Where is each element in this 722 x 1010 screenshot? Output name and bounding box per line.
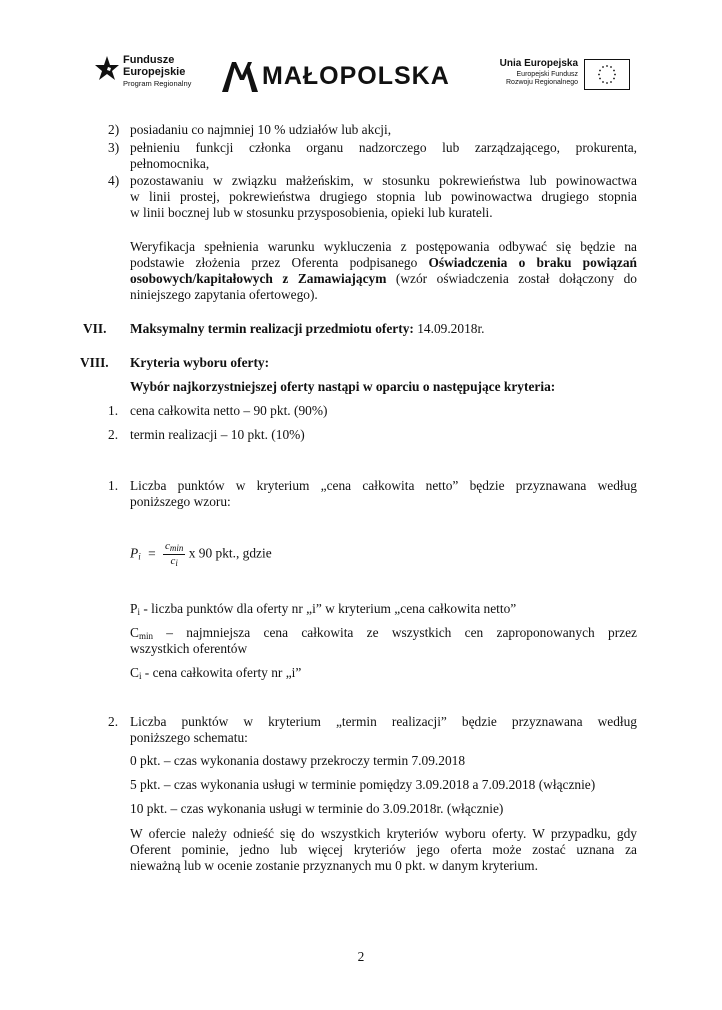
unia-europejska-logo [470, 52, 630, 98]
price-formula [130, 540, 272, 570]
criterion-1-number: 1. [108, 403, 119, 418]
definition-pi [130, 601, 516, 620]
verification-line3-b: (wzór oświadczenia został dołączony do [386, 271, 637, 286]
section-7-number: VII. [83, 321, 107, 336]
term-score-10: 10 pkt. – czas wykonania usługi w terminie do 3.09.2018r. (włącznie) [130, 801, 504, 816]
formula-p: P [130, 545, 139, 561]
price-criterion-number: 1. [108, 478, 119, 493]
def1-text: - liczba punktów dla oferty nr „i” w kryterium „cena całkowita netto” [139, 601, 517, 616]
page-number: 2 [357, 949, 365, 964]
def2-text: – najmniejsza cena całkowita ze wszystkich cen zaproponowanych przez [152, 625, 637, 640]
item-4-text-line1: pozostawaniu w związku małżeńskim, w stosunku pokrewieństwa lub powinowactwa [130, 173, 637, 188]
formula-fraction [163, 540, 185, 569]
verification-line3 [130, 271, 637, 287]
criterion-2-number: 2. [108, 427, 119, 442]
term-score-5: 5 pkt. – czas wykonania usługi w terminie pomiędzy 3.09.2018 a 7.09.2018 (włącznie) [130, 777, 596, 792]
fe-line2: Europejskie [123, 66, 186, 78]
verification-line2 [130, 255, 637, 271]
formula-equals: = [148, 545, 156, 561]
verification-line2-bold: Oświadczenia o braku powiązań [428, 255, 637, 270]
section-7-value: 14.09.2018r. [413, 321, 485, 336]
def1-sub: i [137, 607, 140, 617]
definition-cmin-line2: wszystkich oferentów [130, 641, 248, 656]
term-note-line1: W ofercie należy odnieść się do wszystkich kryteriów wyboru oferty. W przypadku, gdy [130, 826, 637, 841]
malopolska-name: MAŁOPOLSKA [262, 62, 450, 90]
item-3-number: 3) [108, 140, 120, 155]
def2-sub: min [138, 631, 153, 641]
verification-line1: Weryfikacja spełnienia warunku wykluczenia z postępowania odbywać się będzie na [130, 239, 637, 254]
section-7-heading [130, 321, 485, 337]
formula-tail: x 90 pkt., gdzie [185, 545, 272, 561]
item-4-text-line3: w linii bocznej lub w stosunku przysposobienia, opieki lub kurateli. [130, 205, 493, 220]
malopolska-mark-icon [222, 58, 258, 92]
ue-line3: Rozwoju Regionalnego [506, 79, 578, 86]
criterion-1-text: cena całkowita netto – 90 pkt. (90%) [130, 403, 328, 418]
section-7-label: Maksymalny termin realizacji przedmiotu oferty: [130, 321, 414, 336]
verification-line3-bold: osobowych/kapitałowych z Zamawiającym [130, 271, 387, 286]
def3-symbol: C [130, 665, 139, 680]
criterion-2-text: termin realizacji – 10 pkt. (10%) [130, 427, 305, 442]
term-score-0: 0 pkt. – czas wykonania dostawy przekroczy termin 7.09.2018 [130, 753, 466, 768]
term-note-line2: Oferent pominie, jedno lub więcej kryteriów jego oferta może zostać uznana za [130, 842, 637, 857]
ue-title: Unia Europejska [499, 58, 578, 69]
fundusze-star-icon [95, 56, 119, 84]
formula-den-c: c [170, 555, 176, 567]
fundusze-europejskie-logo [95, 52, 215, 98]
def3-sub: i [138, 671, 142, 681]
definition-ci [130, 665, 301, 684]
section-8-label: Kryteria wyboru oferty: [130, 355, 270, 370]
def2-symbol: C [130, 625, 139, 640]
price-criterion-line2: poniższego wzoru: [130, 494, 231, 509]
price-criterion-line1: Liczba punktów w kryterium „cena całkowita netto” będzie przyznawana według [130, 478, 637, 493]
item-3-text-line1: pełnieniu funkcji członka organu nadzorczego lub zarządzającego, prokurenta, [130, 140, 637, 155]
formula-p-sub: i [138, 551, 141, 562]
formula-num-sub: min [169, 543, 184, 553]
term-note-line3: nieważną lub w ocenie zostanie przyznanych mu 0 pkt. w danym kryterium. [130, 858, 538, 873]
verification-line2-a: podstawie złożenia przez Oferenta podpisanego [130, 255, 429, 270]
item-2-number: 2) [108, 122, 120, 137]
verification-line4: niniejszego zapytania ofertowego). [130, 287, 318, 302]
def1-symbol: P [130, 601, 138, 616]
eu-flag-icon [584, 59, 630, 90]
item-4-text-line2: w linii prostej, pokrewieństwa drugiego stopnia lub powinowactwa drugiego stopnia [130, 189, 637, 204]
fe-line3: Program Regionalny [123, 79, 192, 88]
def3-text: - cena całkowita oferty nr „i” [141, 665, 302, 680]
formula-num-c: c [164, 540, 170, 552]
malopolska-logo [222, 58, 462, 94]
formula-numerator [163, 540, 185, 555]
item-3-text-line2: pełnomocnika, [130, 156, 210, 171]
formula-denominator [163, 555, 185, 569]
ue-line2: Europejski Fundusz [516, 71, 578, 78]
term-criterion-number: 2. [108, 714, 119, 729]
ue-subtitle [506, 71, 578, 87]
term-criterion-line2: poniższego schematu: [130, 730, 248, 745]
section-8-number: VIII. [80, 355, 109, 370]
section-8-intro: Wybór najkorzystniejszej oferty nastąpi w oparciu o następujące kryteria: [130, 379, 556, 394]
item-2-text: posiadaniu co najmniej 10 % udziałów lub akcji, [130, 122, 392, 137]
item-4-number: 4) [108, 173, 120, 188]
term-criterion-line1: Liczba punktów w kryterium „termin realizacji” będzie przyznawana według [130, 714, 637, 729]
fe-line1: Fundusze [123, 54, 175, 66]
formula-den-sub: i [175, 558, 178, 568]
